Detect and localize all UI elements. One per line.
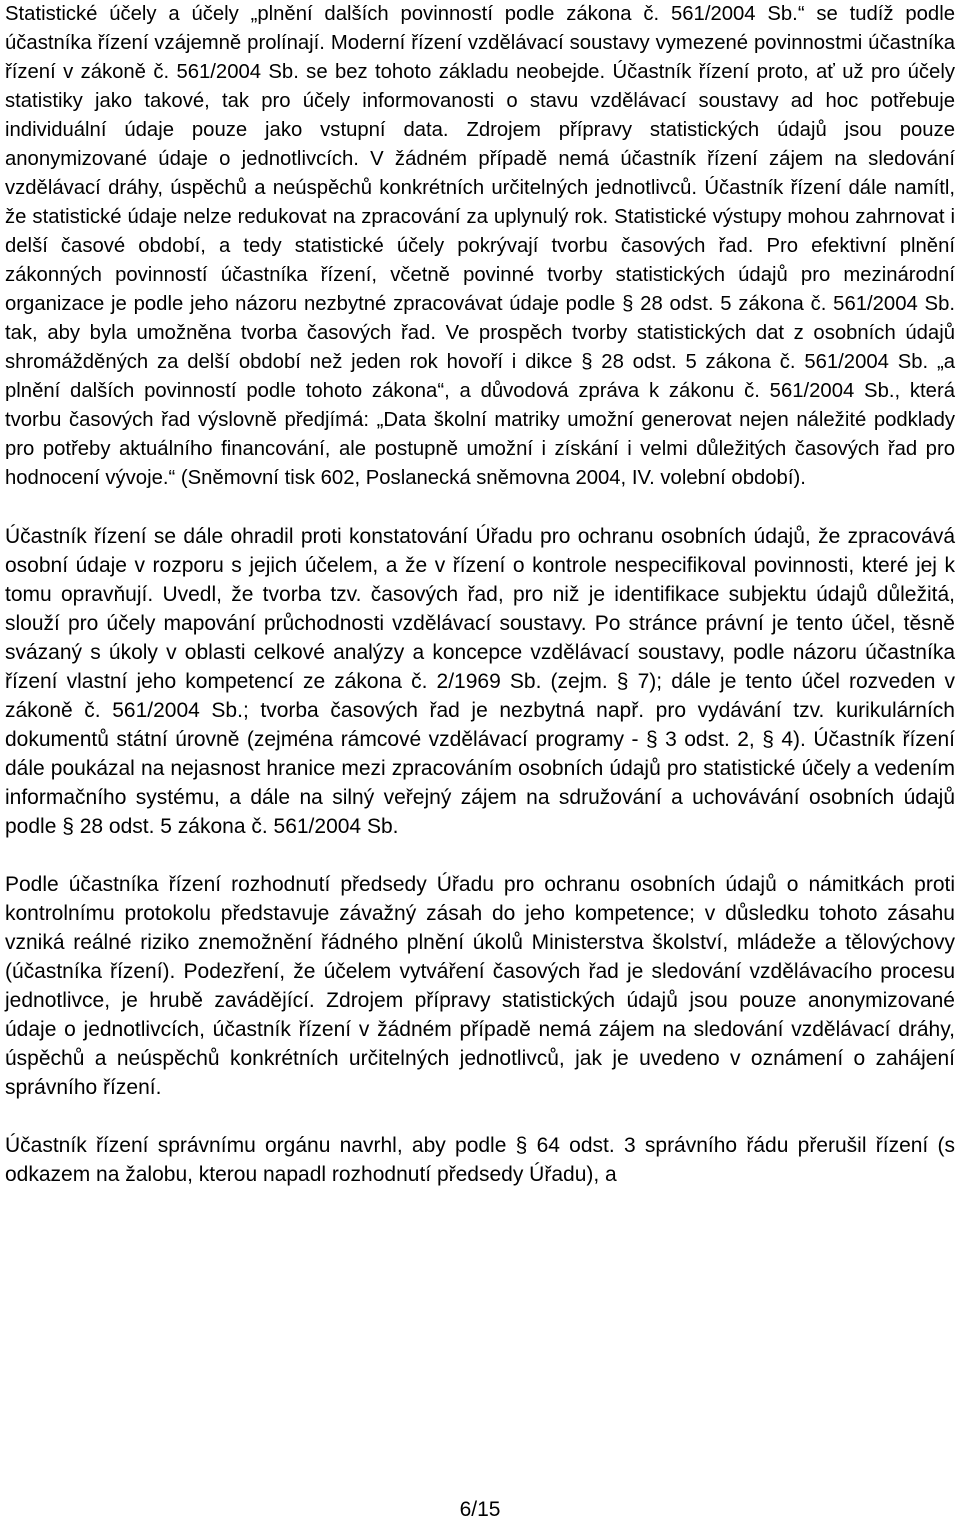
document-body bbox=[5, 0, 955, 1189]
paragraph-decision-of-chairman: Podle účastníka řízení rozhodnutí předsedy Úřadu pro ochranu osobních údajů o námitkách proti kontrolnímu protokolu představuje závažný zásah do jeho kompetence; v důsledku tohoto zásahu vzniká reálné riziko znemožnění řádného plnění úkolů Ministerstva školství, mládeže a tělovýchovy (účastníka řízení). Podezření, že účelem vytváření časových řad je sledování vzdělávacího procesu jednotlivce, je hrubě zavádějící. Zdrojem přípravy statistických údajů jsou pouze anonymizované údaje o jednotlivcích, účastník řízení v žádném případě nemá zájem na sledování vzdělávací dráhy, úspěchů a neúspěchů konkrétních určitelných jednotlivců, jak je uvedeno v oznámení o zahájení správního řízení. bbox=[5, 873, 955, 1099]
paragraph-statistical-purposes: Statistické účely a účely „plnění dalších povinností podle zákona č. 561/2004 Sb.“ se tudíž podle účastníka řízení vzájemně prolínají. Moderní řízení vzdělávací soustavy vymezené povinnostmi účastníka řízení v zákoně č. 561/2004 Sb. se bez tohoto základu neobejde. Účastník řízení proto, ať už pro účely statistiky jako takové, tak pro účely informovanosti o stavu vzdělávací soustavy ad hoc potřebuje individuální údaje pouze jako vstupní data. Zdrojem přípravy statistických údajů jsou pouze anonymizované údaje o jednotlivcích. V žádném případě nemá účastník řízení zájem na sledování vzdělávací dráhy, úspěchů a neúspěchů konkrétních určitelných jednotlivců. Účastník řízení dále namítl, že statistické údaje nelze redukovat na zpracování za uplynulý rok. Statistické výstupy mohou zahrnovat i delší časové období, a tedy statistické účely pokrývají tvorbu časových řad. Pro efektivní plnění zákonných povinností účastníka řízení, včetně povinné tvorby statistických údajů pro mezinárodní organizace je podle jeho názoru nezbytné zpracovávat údaje podle § 28 odst. 5 zákona č. 561/2004 Sb. tak, aby byla umožněna tvorba časových řad. Ve prospěch tvorby statistických dat z osobních údajů shromážděných za delší období než jeden rok hovoří i dikce § 28 odst. 5 zákona č. 561/2004 Sb. „a plnění dalších povinností podle tohoto zákona“, a důvodová zpráva k zákonu č. 561/2004 Sb., která tvorbu časových řad výslovně předjímá: „Data školní matriky umožní generovat nejen náležité podklady pro potřeby aktuálního financování, ale postupně umožní i získání i velmi důležitých časových řad pro hodnocení vývoje.“ (Sněmovní tisk 602, Poslanecká sněmovna 2004, IV. volební období). bbox=[5, 3, 955, 489]
paragraph-objection-to-office: Účastník řízení se dále ohradil proti konstatování Úřadu pro ochranu osobních údajů, že zpracovává osobní údaje v rozporu s jejich účelem, a že v řízení o kontrole nespecifikoval povinnosti, které jej k tomu opravňují. Uvedl, že tvorba tzv. časových řad, pro niž je identifikace subjektu údajů důležitá, slouží pro účely mapování průchodnosti vzdělávací soustavy. Po stránce právní je tento účel, těsně svázaný s úkoly v oblasti celkové analýzy a koncepce vzdělávací soustavy, podle názoru účastníka řízení vlastní jeho kompetencí ze zákona č. 2/1969 Sb. (zejm. § 7); dále je tento účel rozveden v zákoně č. 561/2004 Sb.; tvorba časových řad je nezbytná např. pro vydávání tzv. kurikulárních dokumentů státní úrovně (zejména rámcové vzdělávací programy - § 3 odst. 2, § 4). Účastník řízení dále poukázal na nejasnost hranice mezi zpracováním osobních údajů pro statistické účely a vedením informačního systému, a dále na silný veřejný zájem na sdružování a uchovávání osobních údajů podle § 28 odst. 5 zákona č. 561/2004 Sb. bbox=[5, 525, 955, 838]
paragraph-proposal-to-suspend: Účastník řízení správnímu orgánu navrhl, aby podle § 64 odst. 3 správního řádu přerušil řízení (s odkazem na žalobu, kterou napadl rozhodnutí předsedy Úřadu), a bbox=[5, 1134, 955, 1186]
page-number: 6/15 bbox=[459, 1498, 501, 1521]
